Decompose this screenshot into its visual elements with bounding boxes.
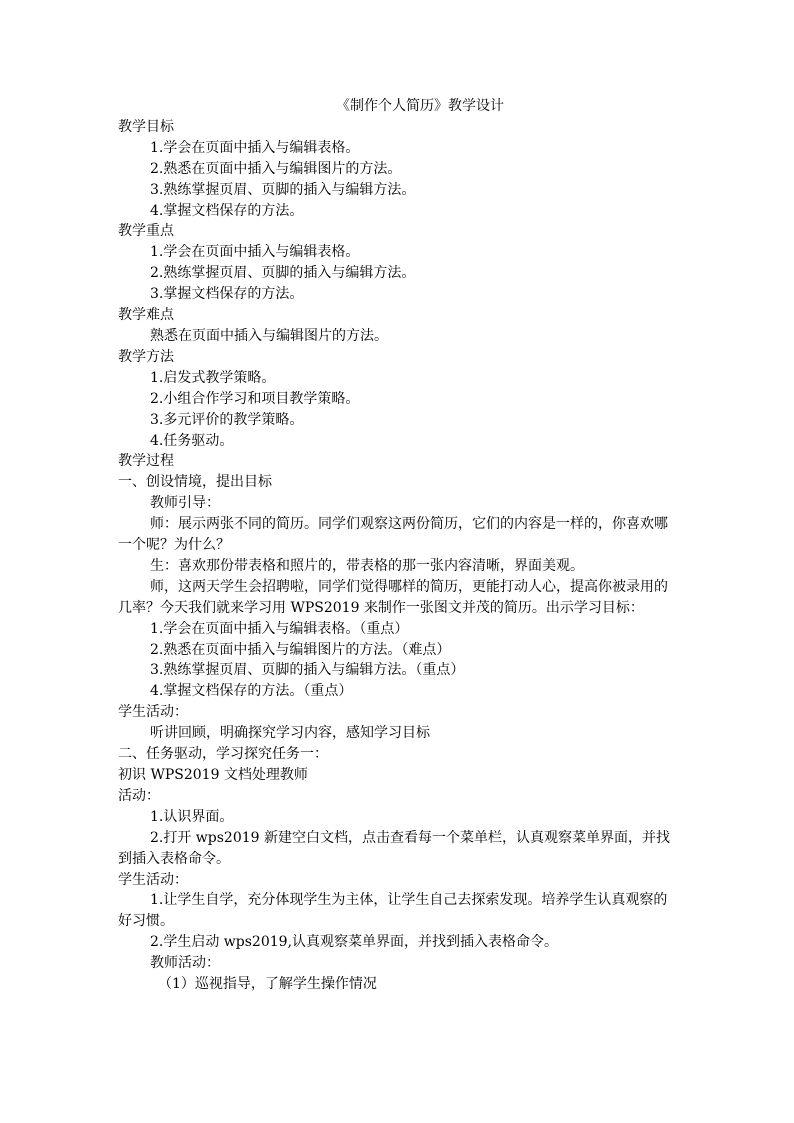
section-heading-teacher-activity: 教师活动：: [150, 955, 220, 972]
list-item: 2.打开 wps2019 新建空白文档，点击查看每一个菜单栏，认真观察菜单界面，并找到插入表格命令。: [118, 829, 671, 867]
list-item: 4.掌握文档保存的方法。: [150, 202, 304, 219]
section-heading-key: 教学重点: [118, 223, 174, 240]
list-item: 1.学会在页面中插入与编辑表格。: [150, 244, 360, 261]
step-heading: 二、任务驱动，学习探究任务一：: [118, 746, 328, 763]
list-item: 1.学会在页面中插入与编辑表格。: [150, 139, 360, 156]
document-title: 《制作个人简历》教学设计: [336, 98, 504, 114]
list-item: 2.熟悉在页面中插入与编辑图片的方法。（难点）: [150, 641, 451, 658]
list-item: 3.熟练掌握页眉、页脚的插入与编辑方法。（重点）: [150, 662, 465, 679]
paragraph: 师：展示两张不同的简历。同学们观察这两份简历，它们的内容是一样的，你喜欢哪一个呢？为什么？: [118, 516, 668, 554]
section-heading-student-activity: 学生活动：: [118, 704, 188, 721]
section-heading-method: 教学方法: [118, 348, 174, 365]
document-page: [118, 96, 680, 995]
paragraph: 熟悉在页面中插入与编辑图片的方法。: [150, 327, 388, 344]
section-heading-goals: 教学目标: [118, 118, 174, 135]
list-item: 3.掌握文档保存的方法。: [150, 286, 304, 303]
section-heading-difficult: 教学难点: [118, 307, 174, 324]
section-heading-student-activity: 学生活动：: [118, 871, 188, 888]
section-heading-process: 教学过程: [118, 453, 174, 470]
step-heading: 一、创设情境，提出目标: [118, 474, 272, 491]
list-item: 2.熟练掌握页眉、页脚的插入与编辑方法。: [150, 265, 416, 282]
list-item: 4.掌握文档保存的方法。（重点）: [150, 683, 353, 700]
paragraph: 听讲回顾，明确探究学习内容，感知学习目标: [150, 725, 430, 742]
paragraph: 生：喜欢那份带表格和照片的，带表格的那一张内容清晰，界面美观。: [150, 557, 584, 574]
list-item: （1）巡视指导，了解学生操作情况: [158, 976, 377, 993]
list-item: 1.启发式教学策略。: [150, 369, 276, 386]
paragraph: 教师引导：: [150, 495, 220, 512]
list-item: 2.小组合作学习和项目教学策略。: [150, 390, 360, 407]
list-item: 2.熟悉在页面中插入与编辑图片的方法。: [150, 160, 402, 177]
list-item: 4.任务驱动。: [150, 432, 234, 449]
list-item: 1.认识界面。: [150, 808, 234, 825]
list-item: 2.学生启动 wps2019,认真观察菜单界面，并找到插入表格命令。: [150, 934, 559, 951]
list-item: 1.让学生自学，充分体现学生为主体，让学生自己去探索发现。培养学生认真观察的好习惯。: [118, 892, 668, 930]
list-item: 1.学会在页面中插入与编辑表格。（重点）: [150, 620, 409, 637]
paragraph: 师，这两天学生会招聘啦，同学们觉得哪样的简历，更能打动人心，提高你被录用的几率？今天我们就来学习用 WPS2019 来制作一张图文并茂的简历。出示学习目标：: [118, 578, 668, 616]
paragraph: 初识 WPS2019 文档处理教师: [118, 767, 308, 783]
section-heading-activity: 活动：: [118, 787, 160, 804]
list-item: 3.多元评价的教学策略。: [150, 411, 304, 428]
list-item: 3.熟练掌握页眉、页脚的插入与编辑方法。: [150, 181, 416, 198]
